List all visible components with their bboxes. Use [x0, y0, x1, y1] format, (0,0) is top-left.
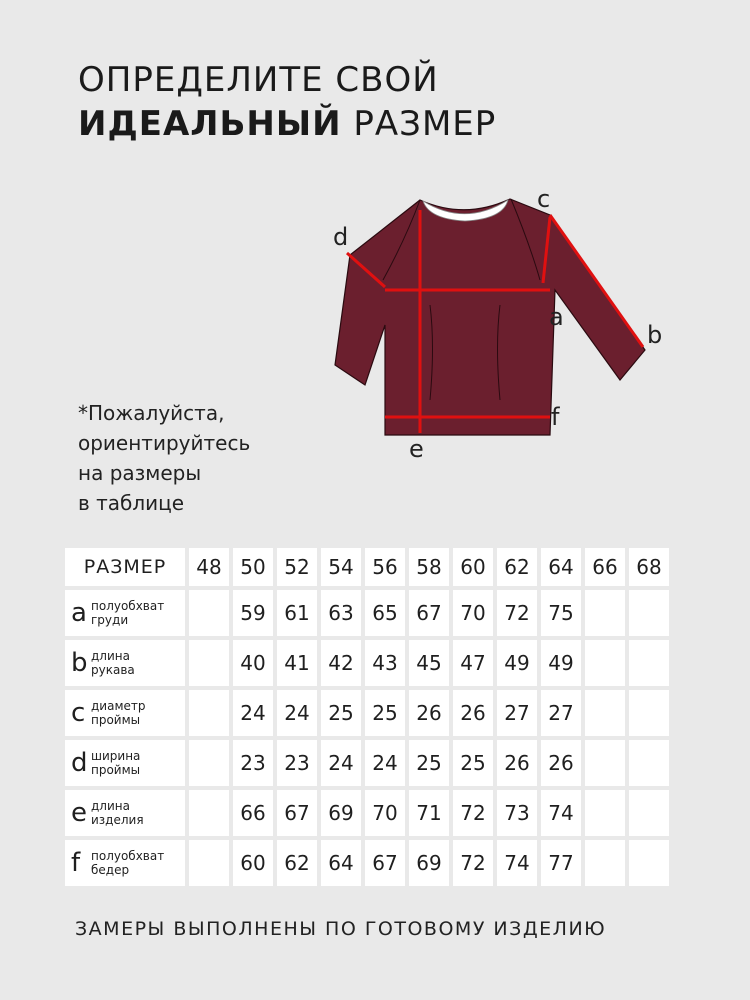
table-cell: 26 [453, 690, 493, 736]
table-cell: 24 [365, 740, 405, 786]
measure-description-line: бедер [91, 863, 130, 877]
measure-description-line: изделия [91, 813, 144, 827]
table-cell: 72 [453, 840, 493, 886]
table-cell: 71 [409, 790, 449, 836]
size-header-cell: 66 [585, 548, 625, 586]
title-bold-word: ИДЕАЛЬНЫЙ [78, 104, 342, 144]
table-cell [585, 640, 625, 686]
title-rest: РАЗМЕР [341, 104, 497, 144]
table-cell [189, 590, 229, 636]
size-header-cell: 56 [365, 548, 405, 586]
table-cell: 77 [541, 840, 581, 886]
table-cell [629, 690, 669, 736]
table-cell: 45 [409, 640, 449, 686]
measure-description [91, 599, 164, 627]
label-c: c [537, 185, 551, 213]
size-header-cell: 68 [629, 548, 669, 586]
table-cell: 67 [277, 790, 317, 836]
table-cell: 72 [497, 590, 537, 636]
table-cell: 64 [321, 840, 361, 886]
measure-description-line: длина [91, 649, 130, 663]
measure-letter: d [71, 748, 88, 778]
table-cell: 49 [497, 640, 537, 686]
table-row [65, 640, 669, 686]
table-cell [629, 590, 669, 636]
measure-description [91, 749, 140, 777]
measure-description-line: полуобхват [91, 849, 165, 863]
table-row [65, 840, 669, 886]
table-cell: 24 [321, 740, 361, 786]
measure-description-line: проймы [91, 713, 141, 727]
measure-letter: f [71, 848, 81, 878]
table-cell: 70 [453, 590, 493, 636]
size-header-cell: 64 [541, 548, 581, 586]
table-cell: 70 [365, 790, 405, 836]
label-e: e [409, 435, 424, 463]
table-row [65, 790, 669, 836]
table-cell: 23 [277, 740, 317, 786]
table-cell: 42 [321, 640, 361, 686]
measure-description-line: груди [91, 613, 129, 627]
size-header-cell: 58 [409, 548, 449, 586]
table-cell [629, 790, 669, 836]
table-cell: 60 [233, 840, 273, 886]
table-cell: 67 [409, 590, 449, 636]
table-cell [189, 640, 229, 686]
table-cell: 69 [321, 790, 361, 836]
table-cell [585, 790, 625, 836]
size-header-row [65, 548, 669, 586]
table-cell: 69 [409, 840, 449, 886]
size-table [61, 544, 673, 890]
table-cell: 25 [321, 690, 361, 736]
table-cell: 49 [541, 640, 581, 686]
label-b: b [647, 321, 663, 349]
size-header-cell: 50 [233, 548, 273, 586]
measure-letter: e [71, 798, 87, 828]
table-row [65, 690, 669, 736]
measure-description-line: рукава [91, 663, 135, 677]
title-line-1: ОПРЕДЕЛИТЕ СВОЙ [78, 60, 439, 100]
label-a: a [549, 303, 564, 331]
table-cell [189, 840, 229, 886]
table-row [65, 590, 669, 636]
table-cell: 40 [233, 640, 273, 686]
garment-measurement-diagram [325, 185, 675, 465]
table-cell [629, 840, 669, 886]
measure-description [91, 699, 146, 727]
table-cell: 75 [541, 590, 581, 636]
table-cell: 41 [277, 640, 317, 686]
table-cell [585, 690, 625, 736]
size-header-cell: 48 [189, 548, 229, 586]
measure-label [65, 690, 185, 736]
note-line: на размеры [78, 461, 202, 485]
table-cell: 25 [453, 740, 493, 786]
table-cell: 72 [453, 790, 493, 836]
size-header-cell: 52 [277, 548, 317, 586]
size-header-cell: 54 [321, 548, 361, 586]
size-header-label: РАЗМЕР [65, 548, 185, 586]
table-cell: 23 [233, 740, 273, 786]
table-cell: 43 [365, 640, 405, 686]
measure-description [91, 849, 164, 877]
table-cell [629, 640, 669, 686]
table-cell: 27 [497, 690, 537, 736]
measure-label [65, 740, 185, 786]
table-cell: 66 [233, 790, 273, 836]
table-cell: 26 [541, 740, 581, 786]
measure-label [65, 840, 185, 886]
table-cell [189, 740, 229, 786]
title-line-2 [78, 104, 496, 144]
table-cell: 74 [497, 840, 537, 886]
table-cell [585, 590, 625, 636]
table-cell: 74 [541, 790, 581, 836]
table-cell: 59 [233, 590, 273, 636]
page-title [78, 58, 496, 146]
measure-description-line: полуобхват [91, 599, 165, 613]
measure-description-line: проймы [91, 763, 141, 777]
measure-label [65, 640, 185, 686]
footer-note: ЗАМЕРЫ ВЫПОЛНЕНЫ ПО ГОТОВОМУ ИЗДЕЛИЮ [75, 918, 607, 940]
measure-description-line: диаметр [91, 699, 146, 713]
table-cell [189, 690, 229, 736]
measure-letter: c [71, 698, 86, 728]
label-d: d [333, 223, 349, 251]
note-line: *Пожалуйста, [78, 401, 225, 425]
table-cell [585, 740, 625, 786]
table-cell: 47 [453, 640, 493, 686]
table-cell: 62 [277, 840, 317, 886]
table-cell: 65 [365, 590, 405, 636]
measure-label [65, 590, 185, 636]
measure-description [91, 799, 144, 827]
measure-label [65, 790, 185, 836]
measure-letter: b [71, 648, 88, 678]
label-f: f [551, 403, 560, 431]
measure-description [91, 649, 135, 677]
table-cell: 24 [233, 690, 273, 736]
table-cell: 26 [409, 690, 449, 736]
table-cell: 24 [277, 690, 317, 736]
table-cell: 25 [409, 740, 449, 786]
garment-shape [335, 199, 645, 435]
table-cell [585, 840, 625, 886]
table-cell: 67 [365, 840, 405, 886]
note-line: в таблице [78, 491, 185, 515]
size-header-cell: 60 [453, 548, 493, 586]
table-row [65, 740, 669, 786]
table-cell: 63 [321, 590, 361, 636]
table-cell: 26 [497, 740, 537, 786]
measure-description-line: длина [91, 799, 130, 813]
note-line: ориентируйтесь [78, 431, 251, 455]
table-cell: 61 [277, 590, 317, 636]
size-table-body [65, 548, 669, 886]
table-cell [189, 790, 229, 836]
table-cell: 73 [497, 790, 537, 836]
table-cell: 25 [365, 690, 405, 736]
measure-letter: a [71, 598, 87, 628]
size-header-cell: 62 [497, 548, 537, 586]
measure-description-line: ширина [91, 749, 141, 763]
table-cell [629, 740, 669, 786]
table-cell: 27 [541, 690, 581, 736]
size-note [78, 398, 250, 518]
